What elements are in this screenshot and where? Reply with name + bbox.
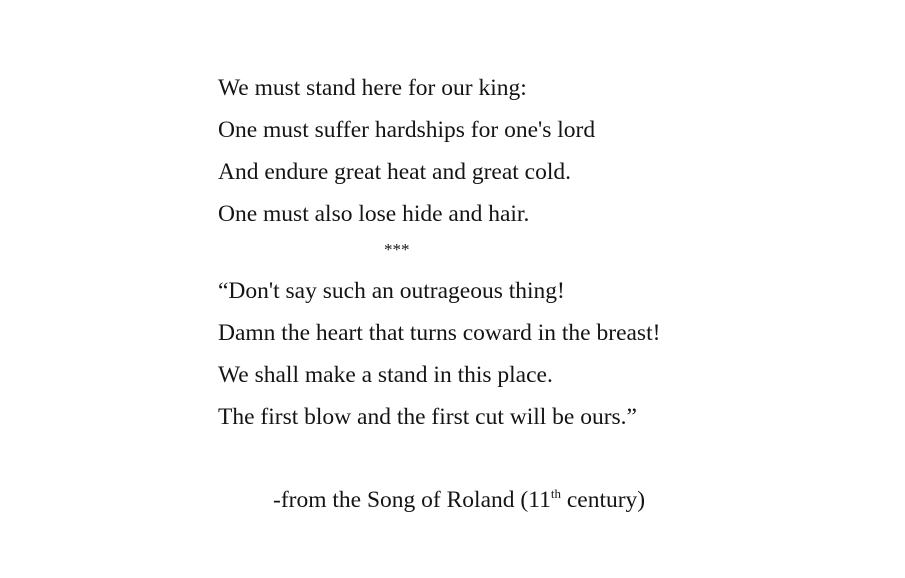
poem-line: One must also lose hide and hair. (218, 201, 530, 227)
attribution-suffix: century) (560, 487, 646, 513)
poem-line: And endure great heat and great cold. (218, 159, 571, 185)
stanza-separator: *** (384, 240, 410, 259)
attribution-ordinal-suffix: th (550, 486, 561, 501)
poem-line: One must suffer hardships for one's lord (218, 117, 596, 143)
attribution (273, 486, 645, 517)
poem-line: We must stand here for our king: (218, 75, 527, 101)
poem-line: “Don't say such an outrageous thing! (218, 278, 565, 304)
poem-line: Damn the heart that turns coward in the breast! (218, 320, 661, 346)
poem-line: We shall make a stand in this place. (218, 362, 553, 388)
attribution-prefix: -from the Song of Roland (11 (273, 487, 551, 513)
poem-line: The first blow and the first cut will be ours.” (218, 404, 637, 430)
poem (218, 0, 878, 578)
